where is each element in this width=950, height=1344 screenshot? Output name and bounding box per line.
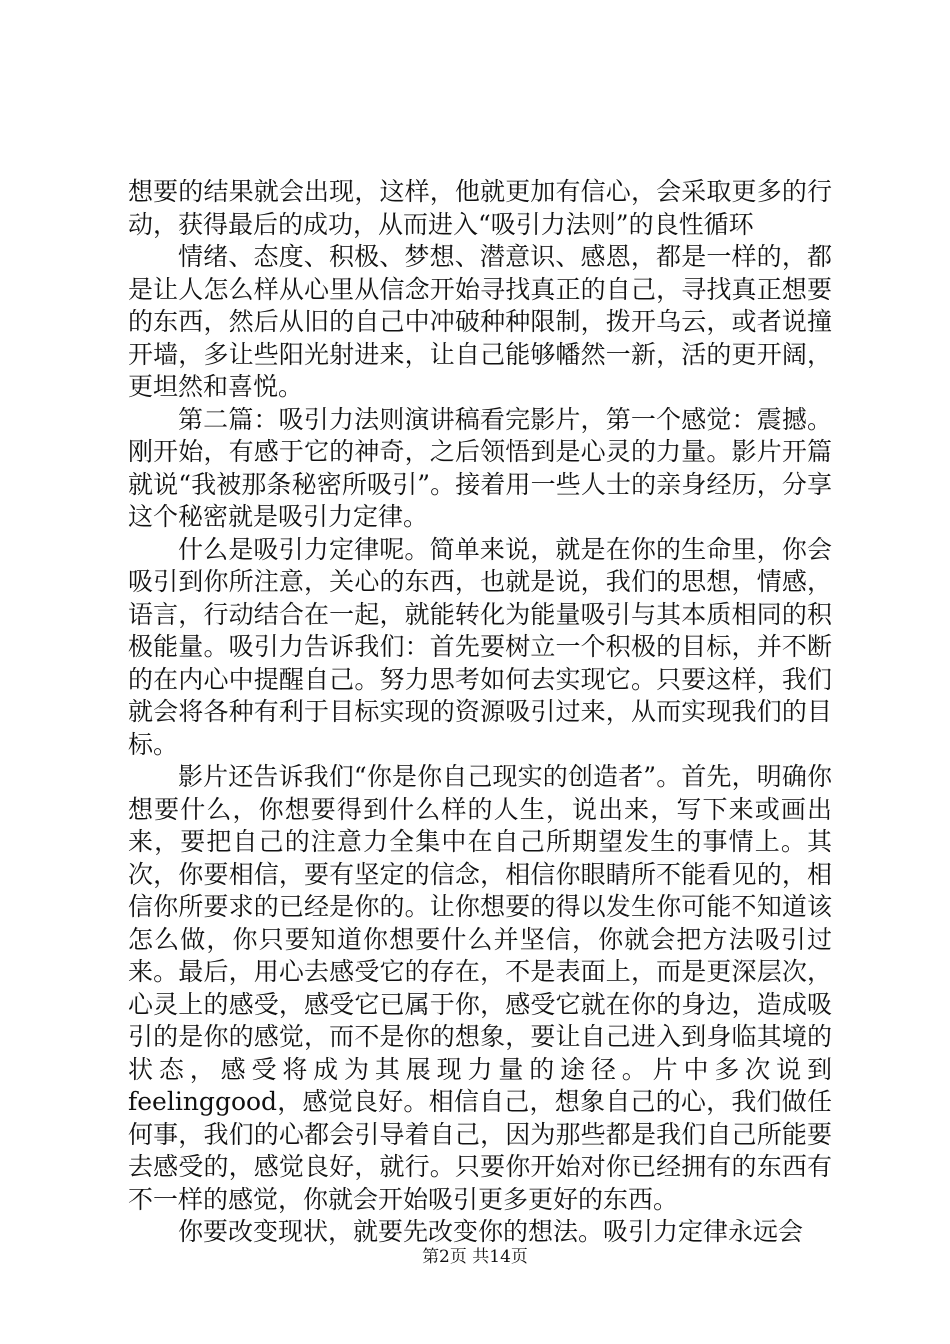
- paragraph-what-is-law: 什么是吸引力定律呢。简单来说，就是在你的生命里，你会吸引到你所注意，关心的东西，也就是说，我们的思想，情感，语言，行动结合在一起，就能转化为能量吸引与其本质相同的积极能量。吸引力告诉我们：首先要树立一个积极的目标，并不断的在内心中提醒自己。努力思考如何去实现它。只要这样，我们就会将各种有利于目标实现的资源吸引过来，从而实现我们的目标。: [128, 534, 832, 759]
- paragraph-creator: 影片还告诉我们“你是你自己现实的创造者”。首先，明确你想要什么，你想要得到什么样的人生，说出来，写下来或画出来，要把自己的注意力全集中在自己所期望发生的事情上。其次，你要相信，要有坚定的信念，相信你眼睛所不能看见的，相信你所要求的已经是你的。让你想要的得以发生你可能不知道该怎么做，你只要知道你想要什么并坚信，你就会把方法吸引过来。最后，用心去感受它的存在，不是表面上，而是更深层次，心灵上的感受，感受它已属于你，感受它就在你的身边，造成吸引的是你的感觉，而不是你的想象，要让自己进入到身临其境的状态，感受将成为其展现力量的途径。片中多次说到feelinggood，感觉良好。相信自己，想象自己的心，我们做任何事，我们的心都会引导着自己，因为那些都是我们自己所能要去感受的，感觉良好，就行。只要你开始对你已经拥有的东西有不一样的感觉，你就会开始吸引更多更好的东西。: [128, 762, 832, 1214]
- paragraph-emotions: 情绪、态度、积极、梦想、潜意识、感恩，都是一样的，都是让人怎么样从心里从信念开始寻找真正的自己，寻找真正想要的东西，然后从旧的自己中冲破种种限制，拨开乌云，或者说撞开墙，多让些阳光射进来，让自己能够幡然一新，活的更开阔，更坦然和喜悦。: [128, 242, 832, 401]
- paragraph-second-article: 第二篇：吸引力法则演讲稿看完影片，第一个感觉：震撼。刚开始，有感于它的神奇，之后领悟到是心灵的力量。影片开篇就说“我被那条秘密所吸引”。接着用一些人士的亲身经历，分享这个秘密就是吸引力定律。: [128, 404, 832, 531]
- paragraph-continuation: 想要的结果就会出现，这样，他就更加有信心，会采取更多的行动，获得最后的成功，从而进入“吸引力法则”的良性循环: [128, 177, 832, 239]
- document-body: [128, 176, 832, 1249]
- paragraph-change: 你要改变现状，就要先改变你的想法。吸引力定律永远会: [178, 1217, 804, 1246]
- page-footer: 第2页 共14页: [422, 1247, 528, 1267]
